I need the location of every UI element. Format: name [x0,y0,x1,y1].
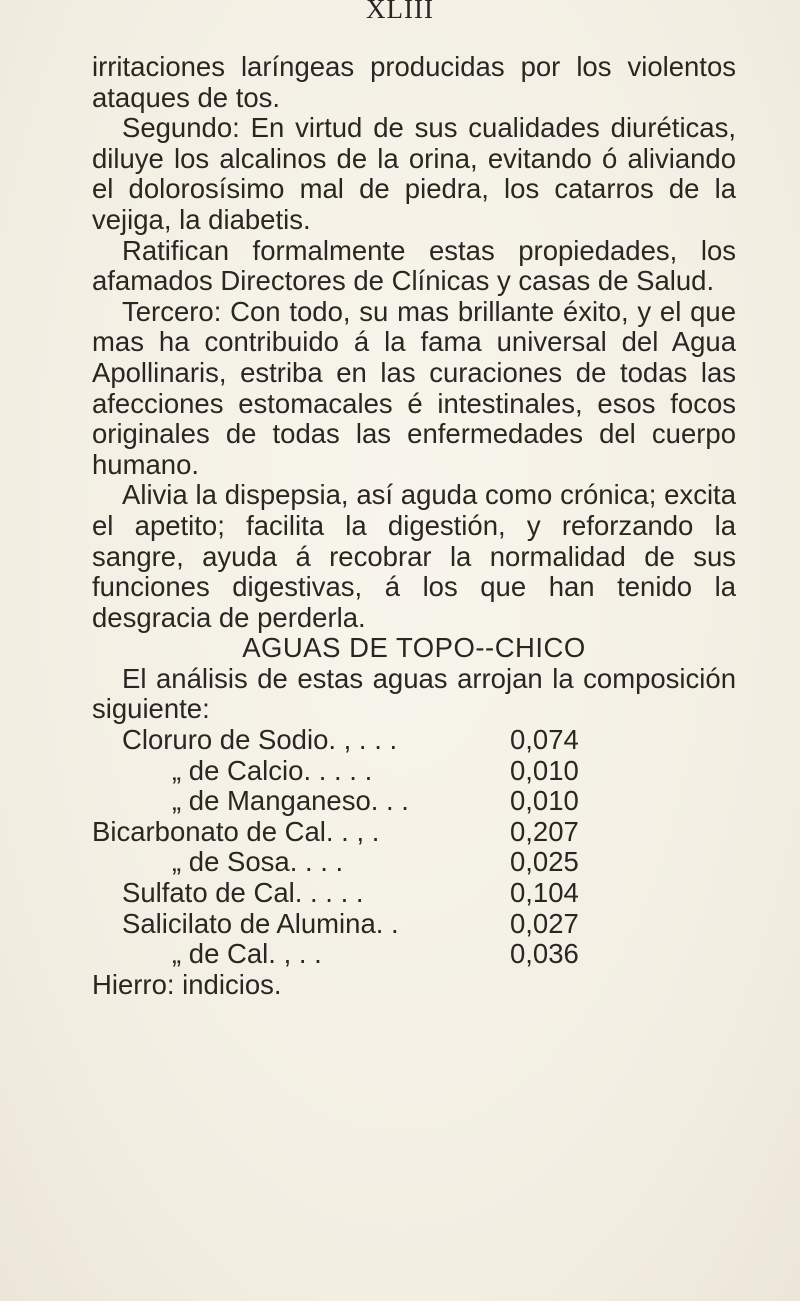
paragraph-continuation: irritaciones laríngeas producidas por los violentos ataques de tos. [92,51,736,113]
composition-row [92,817,736,848]
section-intro: El análisis de estas aguas arrojan la composición siguiente: [92,662,736,725]
composition-row [92,756,736,787]
section-title: AGUAS DE TOPO--CHICO [242,632,586,664]
composition-name: „ de Manganeso. . . [172,785,409,817]
composition-value: 0,036 [510,938,579,970]
composition-value: 0,027 [510,907,579,939]
composition-table [92,725,736,970]
composition-row [92,786,736,817]
paragraph-tercero: Tercero: Con todo, su mas brillante éxito, y el que mas ha contribuido á la fama universal del Agua Apollinaris, estriba en las curaciones de todas las afecciones estomacales é intestinales, esos focos originales de todas las enfermedades del cuerpo humano. [92,295,736,480]
paragraph-ratifican: Ratifican formalmente estas propiedades, los afamados Directores de Clínicas y casas de Salud. [92,234,736,297]
composition-row [92,725,736,756]
composition-value: 0,025 [510,846,579,878]
body-text [92,52,736,1000]
composition-row [92,847,736,878]
composition-value: 0,010 [510,785,579,817]
composition-row [92,939,736,970]
composition-row [92,878,736,909]
composition-value: 0,104 [510,877,579,909]
composition-name: „ de Cal. , . . [172,938,322,970]
composition-row [92,909,736,940]
composition-value: 0,074 [510,724,579,756]
composition-value: 0,207 [510,815,579,847]
composition-name: „ de Sosa. . . . [172,846,344,878]
composition-name: Sulfato de Cal. . . . . [122,877,364,909]
composition-name: Cloruro de Sodio. , . . . [122,724,398,756]
page-header: XLIII [366,0,434,24]
composition-name: Salicilato de Alumina. . [122,907,399,939]
composition-name: Bicarbonato de Cal. . , . [92,815,380,847]
paragraph-segundo: Segundo: En virtud de sus cualidades diuréticas, diluye los alcalinos de la orina, evitando ó aliviando el dolorosísimo mal de piedra, los catarros de la vejiga, la diabetis. [92,112,736,235]
tail-line: Hierro: indicios. [92,968,282,1000]
composition-name: „ de Calcio. . . . . [172,754,373,786]
paragraph-alivia: Alivia la dispepsia, así aguda como crónica; excita el apetito; facilita la digestión, y reforzando la sangre, ayuda á recobrar la normalidad de sus funciones digestivas, á los que han tenido la desgracia de perderla. [92,479,736,633]
composition-value: 0,010 [510,754,579,786]
